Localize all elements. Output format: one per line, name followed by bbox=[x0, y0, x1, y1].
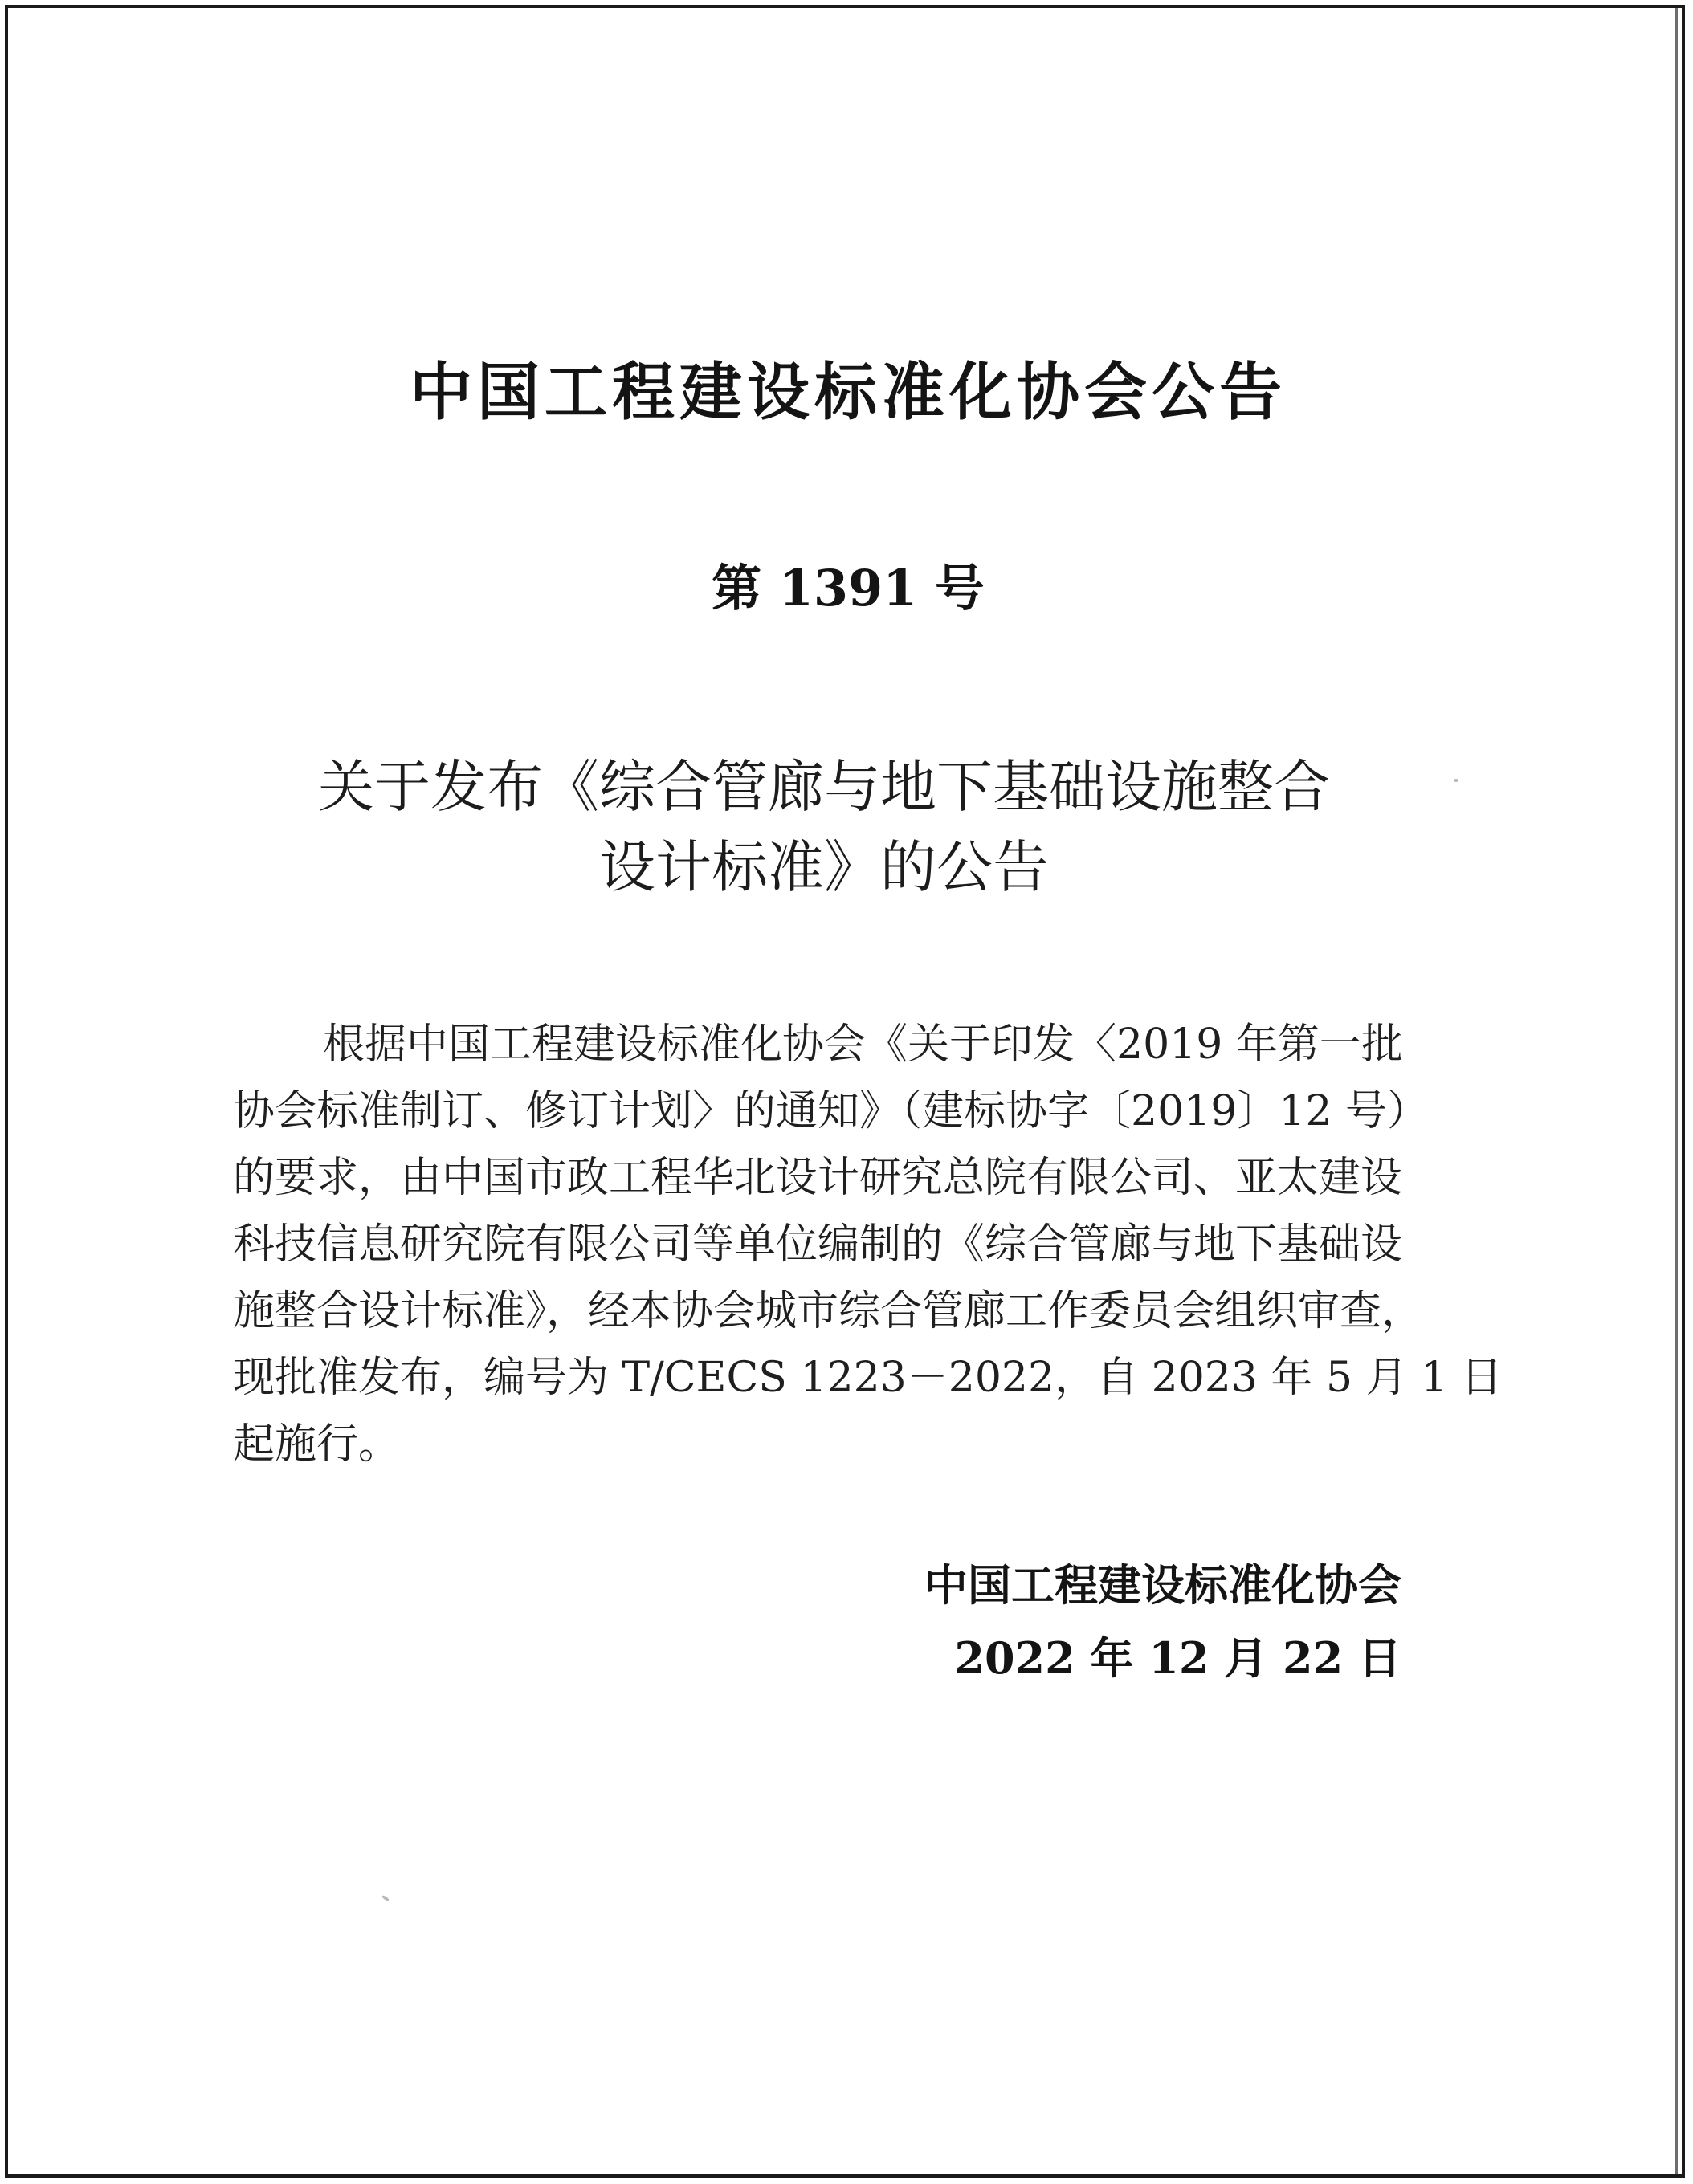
body-line: 的要求，由中国市政工程华北设计研究总院有限公司、亚太建设 bbox=[233, 1154, 1403, 1202]
scan-speck bbox=[381, 1894, 390, 1901]
issue-number: 第 1391 号 bbox=[712, 559, 985, 617]
body-line: 科技信息研究院有限公司等单位编制的《综合管廊与地下基础设 bbox=[233, 1220, 1403, 1269]
body-paragraph bbox=[233, 1012, 1503, 1478]
document-page bbox=[5, 5, 1685, 2178]
notice-title-line-1: 关于发布《综合管廊与地下基础设施整合 bbox=[318, 754, 1330, 820]
notice-title bbox=[8, 747, 1688, 907]
scan-speck bbox=[1454, 779, 1458, 782]
body-line: 协会标准制订、修订计划〉的通知》（建标协字〔2019〕12 号） bbox=[233, 1087, 1430, 1135]
body-line: 根据中国工程建设标准化协会《关于印发〈2019 年第一批 bbox=[323, 1021, 1403, 1069]
body-line: 现批准发布，编号为 T/CECS 1223－2022，自 2023 年 5 月 1 日 bbox=[233, 1354, 1503, 1402]
signature-organization: 中国工程建设标准化协会 bbox=[924, 1560, 1401, 1611]
body-line: 施整合设计标准》，经本协会城市综合管廊工作委员会组织审查， bbox=[233, 1287, 1424, 1335]
signature-date: 2022 年 12 月 22 日 bbox=[954, 1632, 1401, 1684]
signature-block bbox=[8, 1550, 1401, 1694]
page-edge-rule bbox=[1675, 8, 1678, 2174]
main-title: 中国工程建设标准化协会公告 bbox=[409, 357, 1287, 429]
notice-title-line-2: 设计标准》的公告 bbox=[599, 834, 1049, 900]
body-line: 起施行。 bbox=[233, 1420, 401, 1469]
